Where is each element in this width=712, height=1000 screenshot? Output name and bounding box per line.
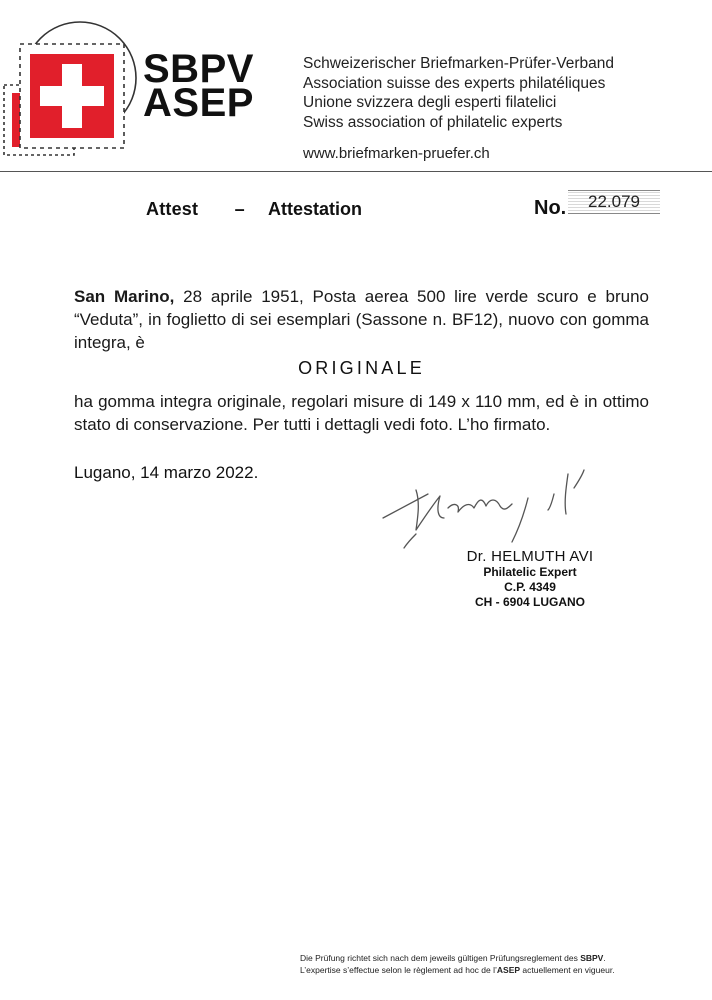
verdict: ORIGINALE xyxy=(298,358,425,378)
expert-stamp xyxy=(420,548,640,610)
condition-description: ha gomma integra originale, regolari misure di 149 x 110 mm, ed è in ottimo stato di conservazione. Per tutti i dettagli vedi foto. L’ho firmato. xyxy=(74,392,649,434)
attest-label-de: Attest xyxy=(146,199,199,219)
expert-city: CH - 6904 LUGANO xyxy=(474,595,586,609)
association-names xyxy=(303,54,614,132)
association-name-fr: Association suisse des experts philatéliques xyxy=(303,74,606,92)
expert-name: Dr. HELMUTH AVI xyxy=(466,548,594,565)
sbpv-logo-icon xyxy=(0,20,140,170)
logo-asep: ASEP xyxy=(143,81,254,125)
association-name-it: Unione svizzera degli esperti filatelici xyxy=(303,94,557,111)
place-and-date: Lugano, 14 marzo 2022. xyxy=(74,463,259,482)
footer-line-de xyxy=(300,952,670,964)
certificate-number: 22.079 xyxy=(568,190,660,214)
footer-line-fr-end: actuellement en vigueur. xyxy=(520,965,615,975)
stamp-country: San Marino, xyxy=(74,287,175,306)
footer-line-de-text: Die Prüfung richtet sich nach dem jeweils gültigen Prüfungsreglement des xyxy=(300,953,581,963)
expert-title: Philatelic Expert xyxy=(483,565,577,579)
footer-org-sbpv: SBPV xyxy=(580,953,604,963)
attestation-label-en: Attestation xyxy=(268,199,362,219)
stamp-description xyxy=(74,285,649,354)
certificate-number-label: No. xyxy=(534,197,567,219)
stamp-details: 28 aprile 1951, Posta aerea 500 lire verde scuro e bruno “Veduta”, in foglietto di sei esemplari (Sassone n. BF12), nuovo con gomma integra, è xyxy=(74,287,649,352)
website-link[interactable]: www.briefmarken-pruefer.ch xyxy=(303,145,490,162)
association-name-de: Schweizerischer Briefmarken-Prüfer-Verband xyxy=(303,55,614,72)
logo-sbpv: SBPV xyxy=(143,47,254,91)
footer-line-de-end: . xyxy=(603,953,606,963)
signature-icon xyxy=(378,458,618,558)
stamp-front-icon xyxy=(20,44,124,148)
attest-dash: – xyxy=(234,199,245,219)
attest-label xyxy=(146,199,245,220)
expert-po-box: C.P. 4349 xyxy=(504,580,556,594)
footer-line-fr xyxy=(300,964,670,976)
footer-note xyxy=(300,952,670,976)
footer-line-fr-text: L’expertise s’effectue selon le règlement ad hoc de l’ xyxy=(300,965,497,975)
header-divider xyxy=(0,171,712,172)
footer-org-asep: ASEP xyxy=(496,965,521,975)
logo-wordmark xyxy=(143,47,254,125)
association-name-en: Swiss association of philatelic experts xyxy=(303,113,563,131)
